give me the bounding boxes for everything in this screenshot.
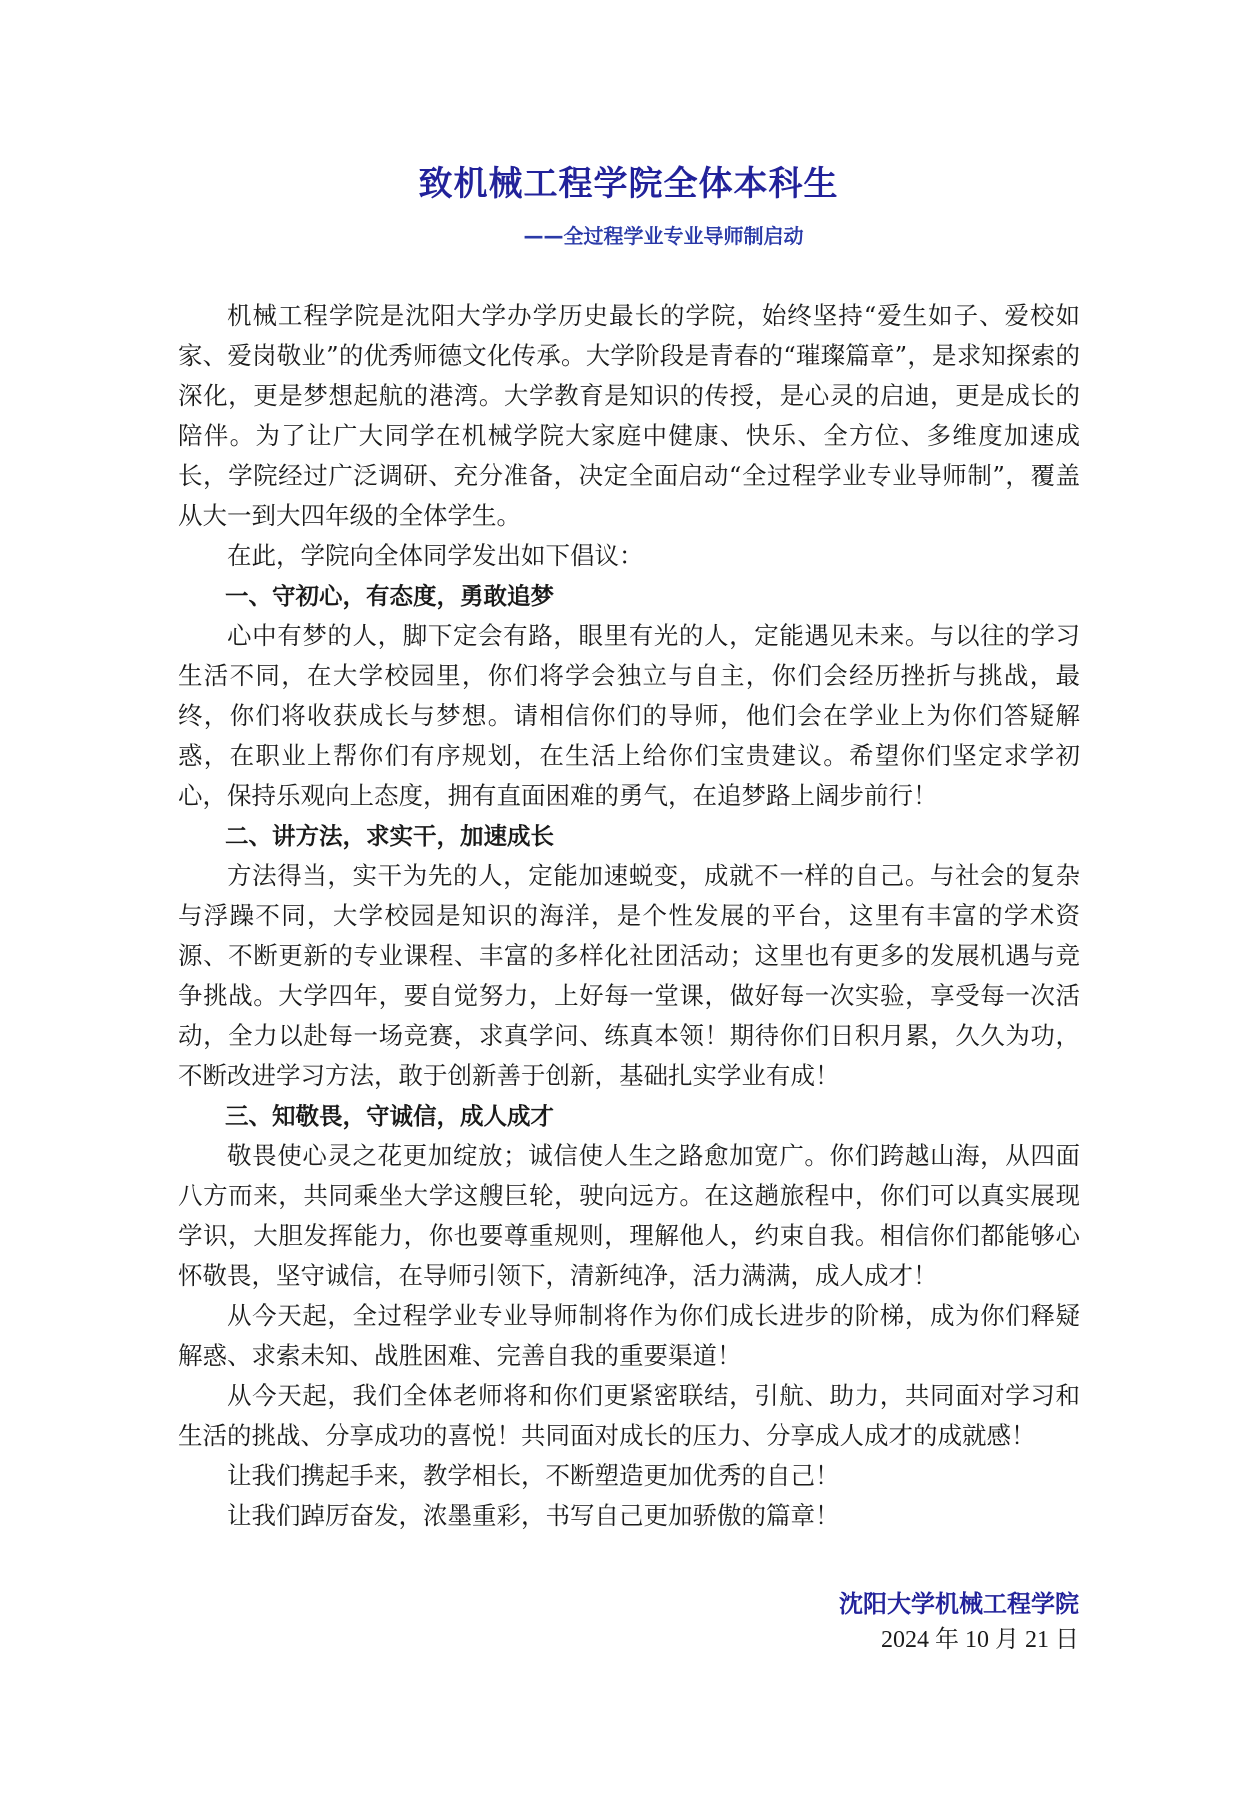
letter-title: 致机械工程学院全体本科生: [418, 164, 839, 204]
section-heading-1: 一、守初心，有态度，勇敢追梦: [225, 582, 554, 610]
paragraph-closing-3: 让我们携起手来，教学相长，不断塑造更加优秀的自己！: [227, 1461, 840, 1490]
signature-block: [839, 1586, 1079, 1658]
paragraph-proposal: 在此，学院向全体同学发出如下倡议：: [227, 541, 644, 570]
paragraph-closing-2: 从今天起，我们全体老师将和你们更紧密联结，引航、助力，共同面对学习和生活的挑战、分享成功的喜悦！共同面对成长的压力、分享成人成才的成就感！: [178, 1381, 1080, 1450]
signature-date: 2024 年 10 月 21 日: [881, 1627, 1079, 1653]
section-heading-3: 三、知敬畏，守诚信，成人成才: [225, 1102, 554, 1130]
section-heading-2: 二、讲方法，求实干，加速成长: [225, 822, 554, 850]
paragraph-intro: 机械工程学院是沈阳大学办学历史最长的学院，始终坚持“爱生如子、爱校如家、爱岗敬业”的优秀师德文化传承。大学阶段是青春的“璀璨篇章”，是求知探索的深化，更是梦想起航的港湾。大学教育是知识的传授，是心灵的启迪，更是成长的陪伴。为了让广大同学在机械学院大家庭中健康、快乐、全方位、多维度加速成长，学院经过广泛调研、充分准备，决定全面启动“全过程学业专业导师制”，覆盖从大一到大四年级的全体学生。: [178, 301, 1080, 530]
paragraph-closing-4: 让我们踔厉奋发，浓墨重彩，书写自己更加骄傲的篇章！: [227, 1501, 840, 1530]
paragraph-section-1: 心中有梦的人，脚下定会有路，眼里有光的人，定能遇见未来。与以往的学习生活不同，在大学校园里，你们将学会独立与自主，你们会经历挫折与挑战，最终，你们将收获成长与梦想。请相信你们的导师，他们会在学业上为你们答疑解惑，在职业上帮你们有序规划，在生活上给你们宝贵建议。希望你们坚定求学初心，保持乐观向上态度，拥有直面困难的勇气，在追梦路上阔步前行！: [178, 621, 1080, 810]
paragraph-closing-1: 从今天起，全过程学业专业导师制将作为你们成长进步的阶梯，成为你们释疑解惑、求索未知、战胜困难、完善自我的重要渠道！: [178, 1301, 1080, 1370]
signature-organization: 沈阳大学机械工程学院: [839, 1590, 1079, 1618]
letter-subtitle: ——全过程学业专业导师制启动: [523, 224, 804, 248]
paragraph-section-2: 方法得当，实干为先的人，定能加速蜕变，成就不一样的自己。与社会的复杂与浮躁不同，大学校园是知识的海洋，是个性发展的平台，这里有丰富的学术资源、不断更新的专业课程、丰富的多样化社团活动；这里也有更多的发展机遇与竞争挑战。大学四年，要自觉努力，上好每一堂课，做好每一次实验，享受每一次活动，全力以赴每一场竞赛，求真学问、练真本领！期待你们日积月累，久久为功，不断改进学习方法，敢于创新善于创新，基础扎实学业有成！: [178, 861, 1080, 1090]
paragraph-section-3: 敬畏使心灵之花更加绽放；诚信使人生之路愈加宽广。你们跨越山海，从四面八方而来，共同乘坐大学这艘巨轮，驶向远方。在这趟旅程中，你们可以真实展现学识，大胆发挥能力，你也要尊重规则，理解他人，约束自我。相信你们都能够心怀敬畏，坚守诚信，在导师引领下，清新纯净，活力满满，成人成才！: [178, 1141, 1080, 1290]
letter-body: [178, 296, 1080, 1536]
